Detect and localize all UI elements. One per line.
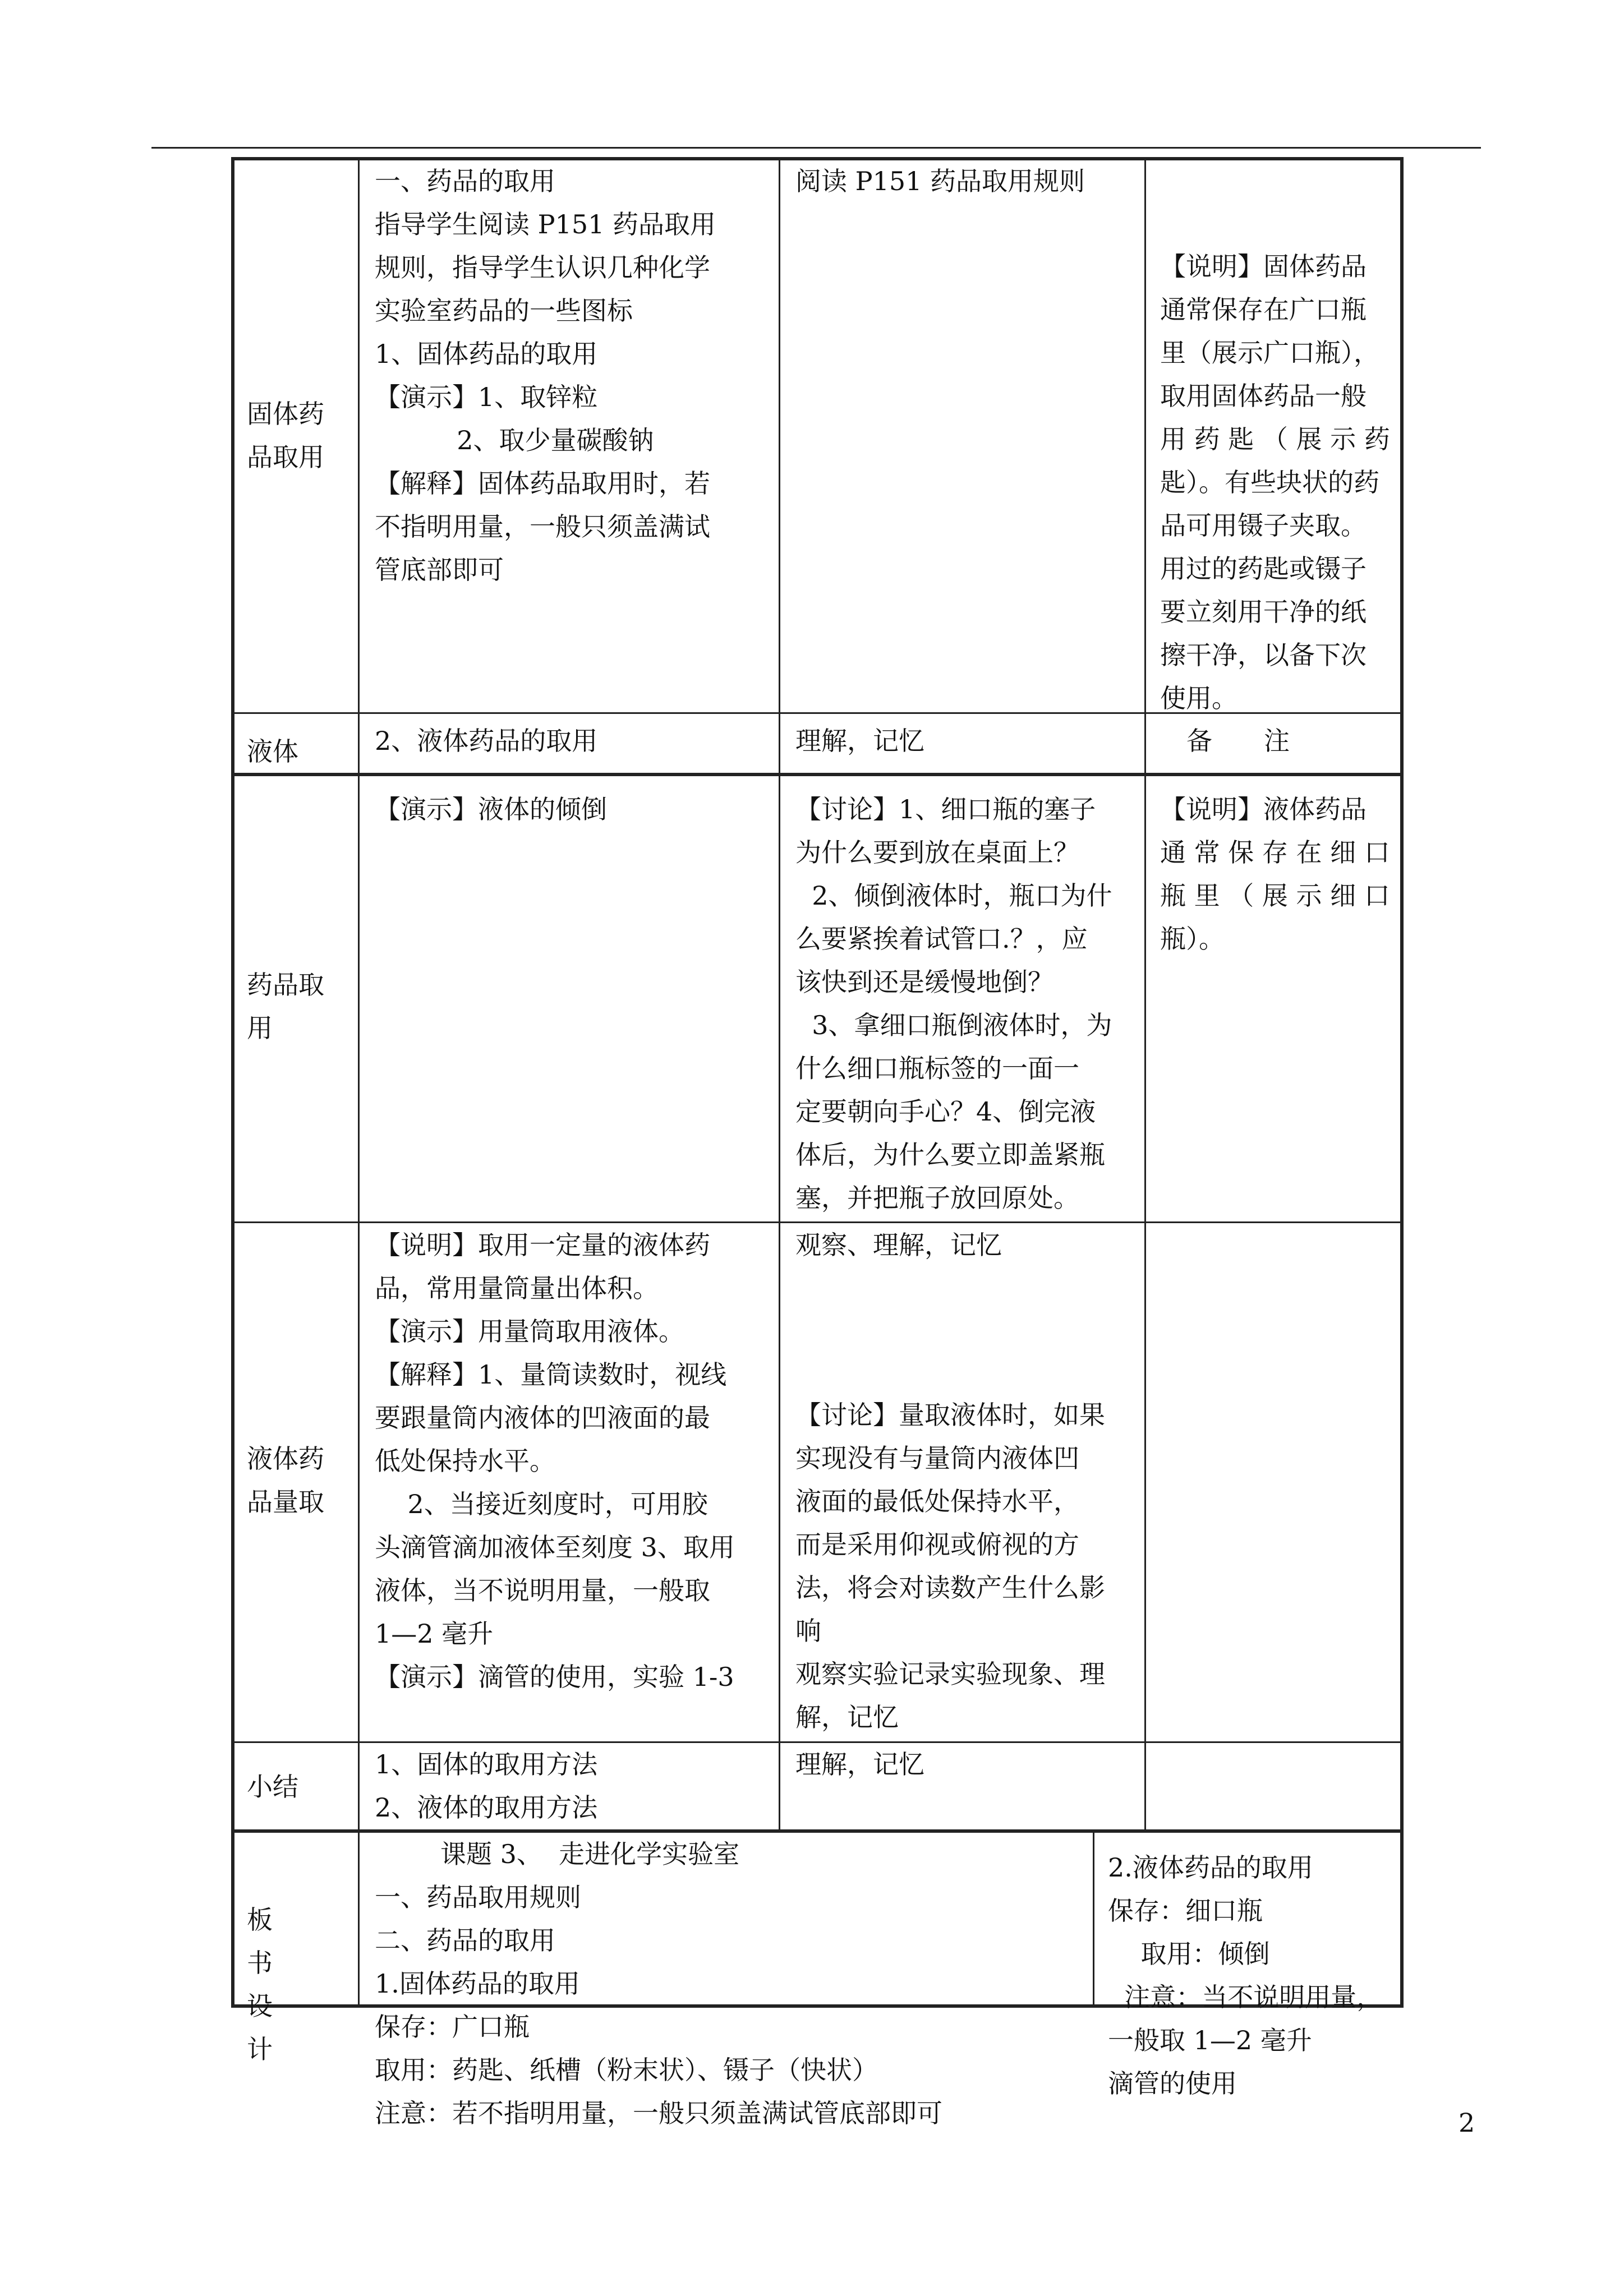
column-divider <box>1093 1831 1094 2008</box>
row-label-taking: 药品取 用 <box>247 970 324 1043</box>
teacher-activity-summary: 1、固体的取用方法 2、液体的取用方法 <box>375 1749 598 1823</box>
student-activity-solid: 阅读 P151 药品取用规则 <box>795 166 1085 196</box>
note-taking: 【说明】液体药品 通 常 保 存 在 细 口 瓶 里 （ 展 示 细 口 瓶）。 <box>1160 794 1390 954</box>
teacher-activity-measure: 【说明】取用一定量的液体药 品，常用量筒量出体积。 【演示】用量筒取用液体。 【解释】1、量筒读数时，视线 要跟量筒内液体的凹液面的最 低处保持水平。 2、当接近刻度时，可用胶 头滴管滴加液体至刻度 3、取用 液体，当不说明用量，一般取 1—2 毫升 【演示】滴管的使用，实验 1-3 <box>375 1230 735 1692</box>
teacher-activity-taking: 【演示】液体的倾倒 <box>375 794 607 824</box>
student-activity-liquid: 理解，记忆 <box>795 726 924 756</box>
note-liquid: 备 注 <box>1186 726 1290 756</box>
row-divider <box>231 1221 1404 1223</box>
student-activity-measure-top: 观察、理解，记忆 <box>795 1230 1002 1260</box>
row-label-liquid: 液体 <box>247 736 298 767</box>
board-design-left: 课题 3、 走进化学实验室 一、药品取用规则 二、药品的取用 1.固体药品的取用 保存：广口瓶 取用：药匙、纸槽（粉末状）、镊子（快状） 注意：若不指明用量，一般只须盖满试管底部即可 <box>375 1839 942 2128</box>
row-divider <box>231 773 1404 776</box>
row-label-board: 板 书 设 计 <box>247 1905 273 2064</box>
note-solid: 【说明】固体药品 通常保存在广口瓶 里（展示广口瓶）， 取用固体药品一般 用 药 匙 （ 展 示 药 匙）。有些块状的药 品可用镊子夹取。 用过的药匙或镊子 要立刻用干净的纸 擦干净，以备下次 使用。 <box>1160 251 1390 713</box>
header-rule <box>151 147 1481 149</box>
teacher-activity-liquid: 2、液体药品的取用 <box>375 726 598 756</box>
row-label-measure: 液体药 品量取 <box>247 1444 324 1517</box>
column-divider <box>358 157 360 2008</box>
student-activity-measure-discussion: 【讨论】量取液体时，如果 实现没有与量筒内液体凹 液面的最低处保持水平， 而是采用仰视或俯视的方 法，将会对读数产生什么影 响 观察实验记录实验现象、理 解，记忆 <box>795 1400 1105 1732</box>
teacher-activity-solid: 一、药品的取用 指导学生阅读 P151 药品取用 规则，指导学生认识几种化学 实验室药品的一些图标 1、固体药品的取用 【演示】1、取锌粒 2、取少量碳酸钠 【解释】固体药品取用时，若 不指明用量，一般只须盖满试 管底部即可 <box>375 166 716 585</box>
column-divider <box>779 157 780 1831</box>
row-label-summary: 小结 <box>247 1772 298 1802</box>
board-design-right: 2.液体药品的取用 保存：细口瓶 取用：倾倒 注意：当不说明用量， 一般取 1—2 毫升 滴管的使用 <box>1108 1852 1383 2099</box>
row-label-solid: 固体药 品取用 <box>247 399 324 472</box>
column-divider <box>1144 157 1146 1831</box>
page-number: 2 <box>1459 2108 1475 2138</box>
student-activity-taking: 【讨论】1、细口瓶的塞子 为什么要到放在桌面上？ 2、倾倒液体时，瓶口为什 么要紧挨着试管口.？，应 该快到还是缓慢地倒？ 3、拿细口瓶倒液体时，为 什么细口瓶标签的一面一 定要朝向手心？4、倒完液 体后，为什么要立即盖紧瓶 塞，并把瓶子放回原处。 <box>795 794 1112 1213</box>
student-activity-summary: 理解，记忆 <box>795 1749 924 1779</box>
